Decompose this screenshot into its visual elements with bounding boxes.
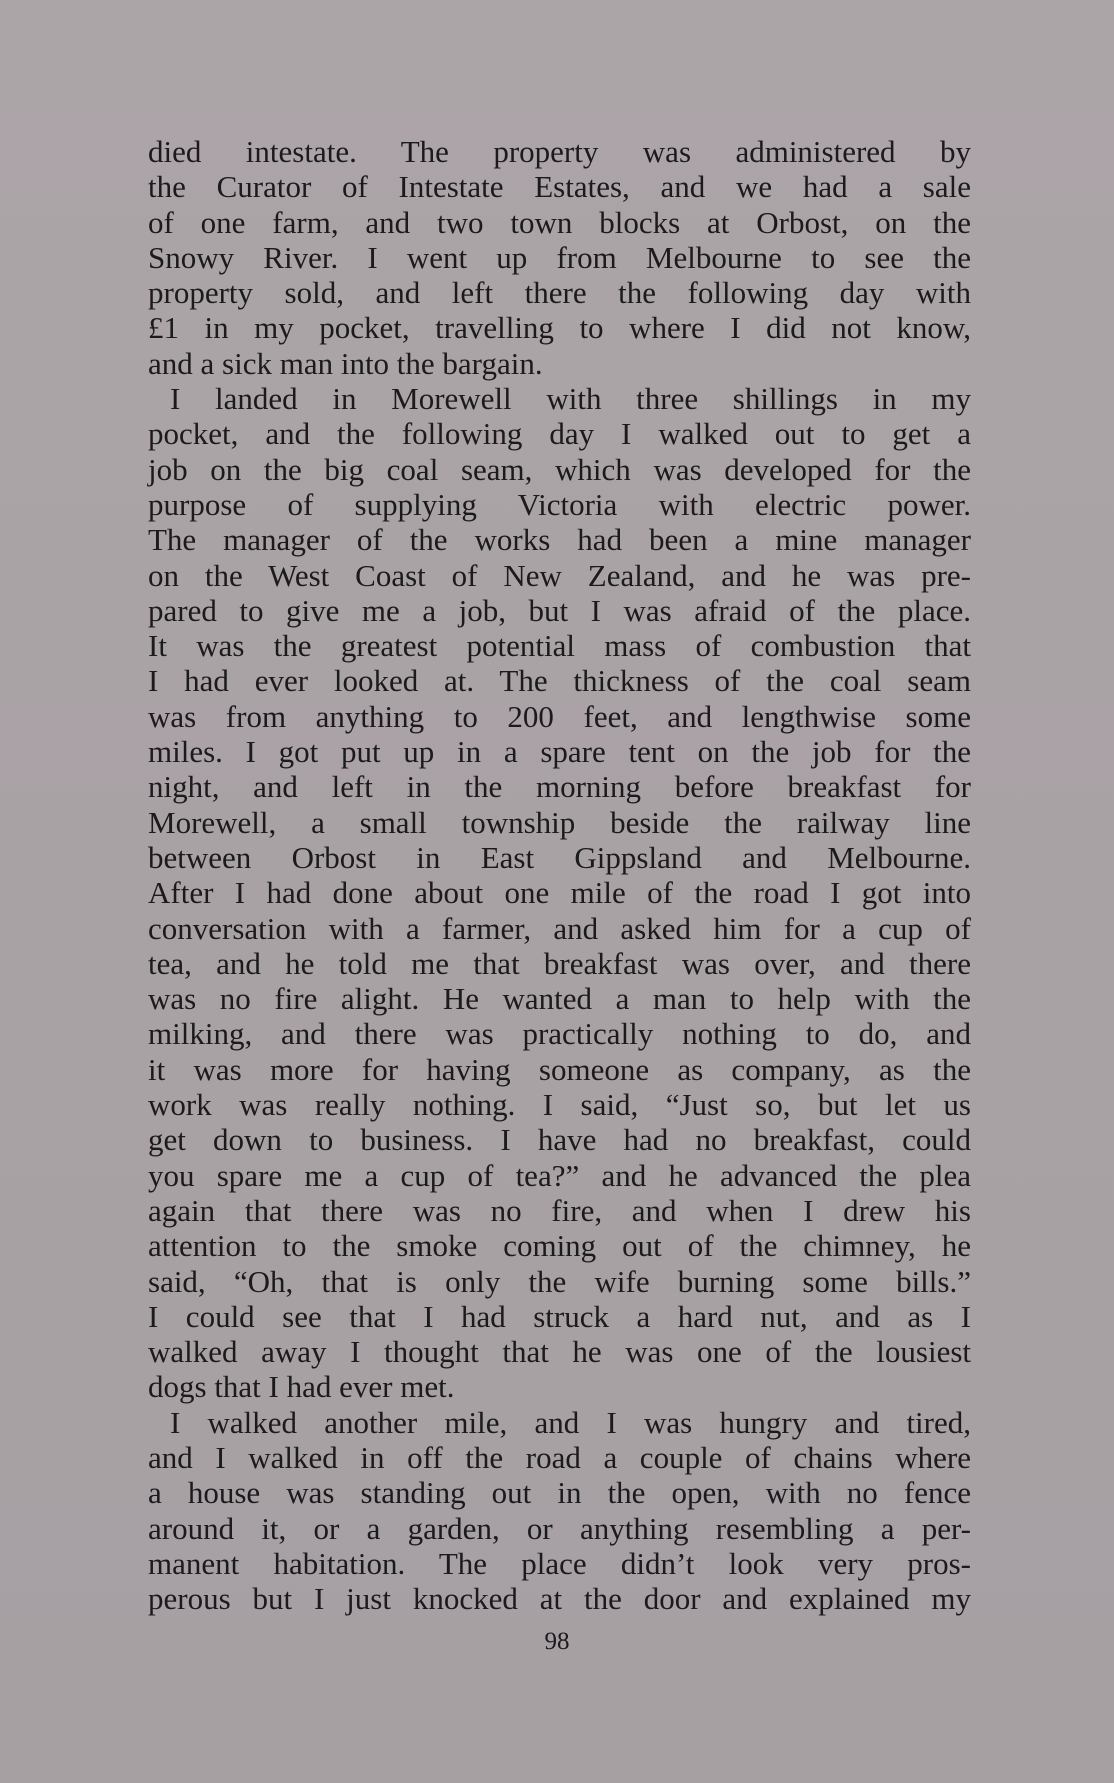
text-line: job on the big coal seam, which was developed for the: [148, 451, 971, 487]
text-line: pared to give me a job, but I was afraid of the place.: [148, 592, 971, 628]
text-line: property sold, and left there the following day with: [148, 275, 971, 311]
text-line: a house was standing out in the open, with no fence: [148, 1475, 971, 1511]
text-line: I had ever looked at. The thickness of the coal seam: [148, 663, 971, 699]
page-number: 98: [544, 1628, 570, 1655]
text-line: tea, and he told me that breakfast was over, and there: [148, 945, 971, 981]
text-line: purpose of supplying Victoria with electric power.: [148, 486, 971, 522]
text-line: pocket, and the following day I walked out to get a: [148, 416, 971, 452]
text-line: died intestate. The property was administered by: [148, 134, 971, 169]
text-line: it was more for having someone as company, as the: [148, 1051, 971, 1087]
text-line: manent habitation. The place didn’t look very pros-: [148, 1545, 971, 1581]
text-line: Snowy River. I went up from Melbourne to see the: [148, 239, 971, 275]
text-line: It was the greatest potential mass of combustion that: [148, 628, 971, 664]
text-line: I landed in Morewell with three shillings in my: [170, 381, 971, 417]
text-line: After I had done about one mile of the road I got into: [148, 875, 971, 911]
text-line: £1 in my pocket, travelling to where I did not know,: [148, 310, 971, 346]
text-line: perous but I just knocked at the door and explained my: [148, 1581, 971, 1617]
text-line: dogs that I had ever met.: [148, 1369, 455, 1405]
text-line: on the West Coast of New Zealand, and he was pre-: [148, 557, 971, 593]
text-line: said, “Oh, that is only the wife burning some bills.”: [148, 1263, 971, 1299]
text-line: between Orbost in East Gippsland and Melbourne.: [148, 839, 971, 875]
text-line: I could see that I had struck a hard nut, and as I: [148, 1298, 971, 1334]
text-line: I walked another mile, and I was hungry and tired,: [170, 1404, 971, 1440]
text-line: get down to business. I have had no breakfast, could: [148, 1122, 971, 1158]
body-text: [148, 134, 971, 1616]
text-line: was no fire alight. He wanted a man to help with the: [148, 981, 971, 1017]
text-line: attention to the smoke coming out of the chimney, he: [148, 1228, 971, 1264]
text-line: work was really nothing. I said, “Just so, but let us: [148, 1087, 971, 1123]
text-line: conversation with a farmer, and asked him for a cup of: [148, 910, 971, 946]
text-line: the Curator of Intestate Estates, and we had a sale: [148, 169, 971, 205]
text-line: and a sick man into the bargain.: [148, 345, 543, 381]
text-line: night, and left in the morning before breakfast for: [148, 769, 971, 805]
text-line: milking, and there was practically nothing to do, and: [148, 1016, 971, 1052]
text-line: walked away I thought that he was one of the lousiest: [148, 1334, 971, 1370]
text-line: around it, or a garden, or anything resembling a per-: [148, 1510, 971, 1546]
text-line: and I walked in off the road a couple of chains where: [148, 1439, 971, 1475]
text-line: was from anything to 200 feet, and lengthwise some: [148, 698, 971, 734]
text-line: miles. I got put up in a spare tent on the job for the: [148, 734, 971, 770]
text-line: The manager of the works had been a mine manager: [148, 522, 971, 558]
text-line: Morewell, a small township beside the railway line: [148, 804, 971, 840]
text-line: you spare me a cup of tea?” and he advanced the plea: [148, 1157, 971, 1193]
text-line: again that there was no fire, and when I drew his: [148, 1192, 971, 1228]
text-line: of one farm, and two town blocks at Orbost, on the: [148, 204, 971, 240]
